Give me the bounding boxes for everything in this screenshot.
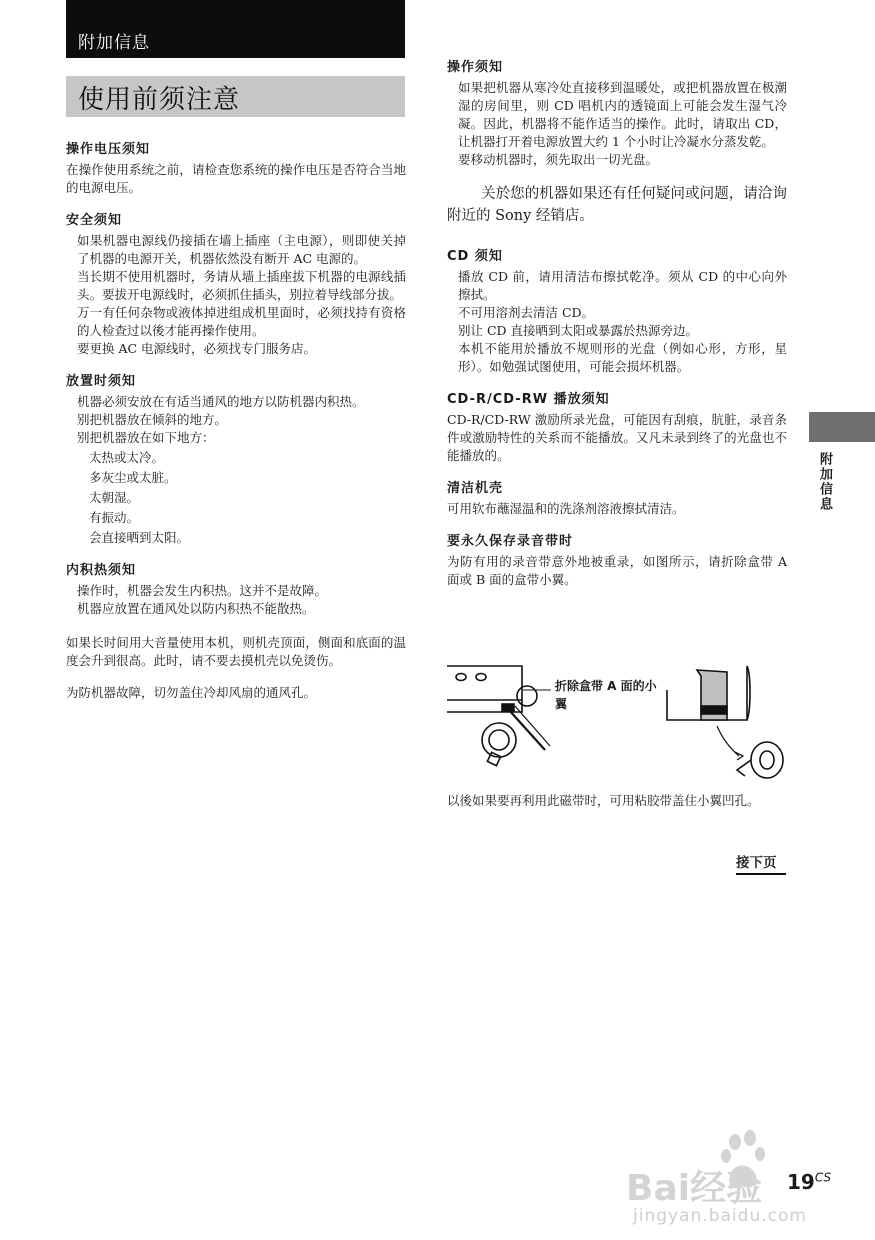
heat-heading: 内积热须知 xyxy=(66,563,137,578)
hot-surface-note: 如果长时间用大音量使用本机，则机壳顶面，侧面和底面的温度会升到很高。此时，请不要去摸机壳以免烫伤。 xyxy=(66,635,406,668)
baidu-logo-icon xyxy=(620,1128,820,1208)
cleaning-section xyxy=(447,477,787,518)
page-title: 使用前须注意 xyxy=(66,76,405,117)
next-page-link[interactable]: 接下页 xyxy=(736,851,786,875)
placement-sub-item: 会直接晒到太阳。 xyxy=(89,530,190,545)
placement-heading: 放置时须知 xyxy=(66,374,137,389)
cd-heading: CD 须知 xyxy=(447,249,503,264)
page-suffix: CS xyxy=(814,1170,832,1185)
safety-section xyxy=(66,209,406,358)
cdr-text: CD-R/CD-RW 激励所录光盘，可能因有刮痕，肮脏，录音条件或激励特性的关系而不能播放。又凡未录到终了的光盘也不能播放的。 xyxy=(447,412,787,463)
safety-heading: 安全须知 xyxy=(66,213,123,228)
figure-caption: 折除盒带 A 面的小翼 xyxy=(555,679,657,711)
tape-heading: 要永久保存录音带时 xyxy=(447,534,574,549)
heat-section xyxy=(66,559,406,618)
section-header-bar xyxy=(66,0,405,58)
placement-sub-item: 太朝湿。 xyxy=(89,490,140,505)
voltage-section xyxy=(66,138,406,197)
tape-section xyxy=(447,530,787,589)
baidu-watermark xyxy=(620,1128,820,1238)
after-figure-section xyxy=(447,792,787,810)
placement-sub-item: 多灰尘或太脏。 xyxy=(89,470,177,485)
vent-note: 为防机器故障，切勿盖住冷却风扇的通风孔。 xyxy=(66,685,317,700)
safety-item: 万一有任何杂物或液体掉进组成机里面时，必须找持有资格的人检查过以後才能再操作使用。 xyxy=(77,305,406,338)
placement-section xyxy=(66,370,406,547)
heat-item: 操作时，机器会发生内积热。这并不是故障。 xyxy=(77,583,328,598)
heat-item: 机器应放置在通风处以防内积热不能散热。 xyxy=(77,601,315,616)
safety-item: 如果机器电源线仍接插在墙上插座（主电源），则即使关掉了机器的电源开关，机器依然没有断开 AC 电源的。 xyxy=(77,233,406,266)
placement-item: 机器必须安放在有适当通风的地方以防机器内积热。 xyxy=(77,394,365,409)
side-section-label: 附加信息 xyxy=(817,452,832,512)
page-number: $19^{CS}$ xyxy=(787,1170,832,1194)
operation-item: 要移动机器时，须先取出一切光盘。 xyxy=(458,152,659,167)
cleaning-heading: 清洁机壳 xyxy=(447,481,504,496)
left-column xyxy=(66,138,406,714)
section-tab-marker xyxy=(809,412,875,442)
voltage-heading: 操作电压须知 xyxy=(66,142,151,157)
operation-heading: 操作须知 xyxy=(447,60,504,75)
cassette-right-illustration xyxy=(667,666,783,778)
after-figure-text: 以後如果要再利用此磁带时，可用粘胶带盖住小翼凹孔。 xyxy=(447,793,760,808)
operation-item: 如果把机器从寒冷处直接移到温暖处，或把机器放置在极潮湿的房间里，则 CD 唱机内的透镜面上可能会发生湿气冷凝。因此，机器将不能作适当的操作。此时，请取出 CD，让机器打开着电源放置大约 1 个小时让冷凝水分蒸发乾。 xyxy=(458,80,787,149)
right-column xyxy=(447,56,787,601)
cleaning-text: 可用软布蘸湿温和的洗涤剂溶液擦拭清洁。 xyxy=(447,501,685,516)
section-label: 附加信息 xyxy=(78,33,150,53)
placement-item: 别把机器放在倾斜的地方。 xyxy=(77,412,228,427)
safety-item: 要更换 AC 电源线时，必须找专门服务店。 xyxy=(77,341,317,356)
watermark-url: jingyan.baidu.com xyxy=(633,1206,807,1226)
tape-text: 为防有用的录音带意外地被重录，如图所示，请折除盒带 A 面或 B 面的盒带小翼。 xyxy=(447,554,787,587)
safety-item: 当长期不使用机器时，务请从墙上插座拔下机器的电源线插头。要拔开电源线时，必须抓住插头，别拉着导线部分拔。 xyxy=(77,269,406,302)
cd-item: 不可用溶剂去清洁 CD。 xyxy=(458,305,595,320)
cdr-section xyxy=(447,388,787,465)
voltage-text: 在操作使用系统之前，请检查您系统的操作电压是否符合当地的电源电压。 xyxy=(66,162,406,195)
contact-note: 关於您的机器如果还有任何疑问或问题，请洽询附近的 Sony 经销店。 xyxy=(447,186,787,224)
cd-section xyxy=(447,245,787,376)
cdr-heading: CD-R/CD-RW 播放须知 xyxy=(447,392,610,407)
operation-section xyxy=(447,56,787,169)
cd-item: 播放 CD 前，请用清洁布擦拭乾净。须从 CD 的中心向外擦拭。 xyxy=(458,269,787,302)
cd-item: 本机不能用於播放不规则形的光盘（例如心形，方形，星形）。如勉强试图使用，可能会损坏机器。 xyxy=(458,341,787,374)
placement-sub-item: 太热或太冷。 xyxy=(89,450,165,465)
placement-sub-item: 有振动。 xyxy=(89,510,140,525)
cassette-left-illustration xyxy=(447,666,550,766)
cd-item: 别让 CD 直接晒到太阳或暴露於热源旁边。 xyxy=(458,323,699,338)
placement-item: 别把机器放在如下地方： xyxy=(77,430,215,445)
watermark-text: Bai经验 xyxy=(626,1168,763,1208)
